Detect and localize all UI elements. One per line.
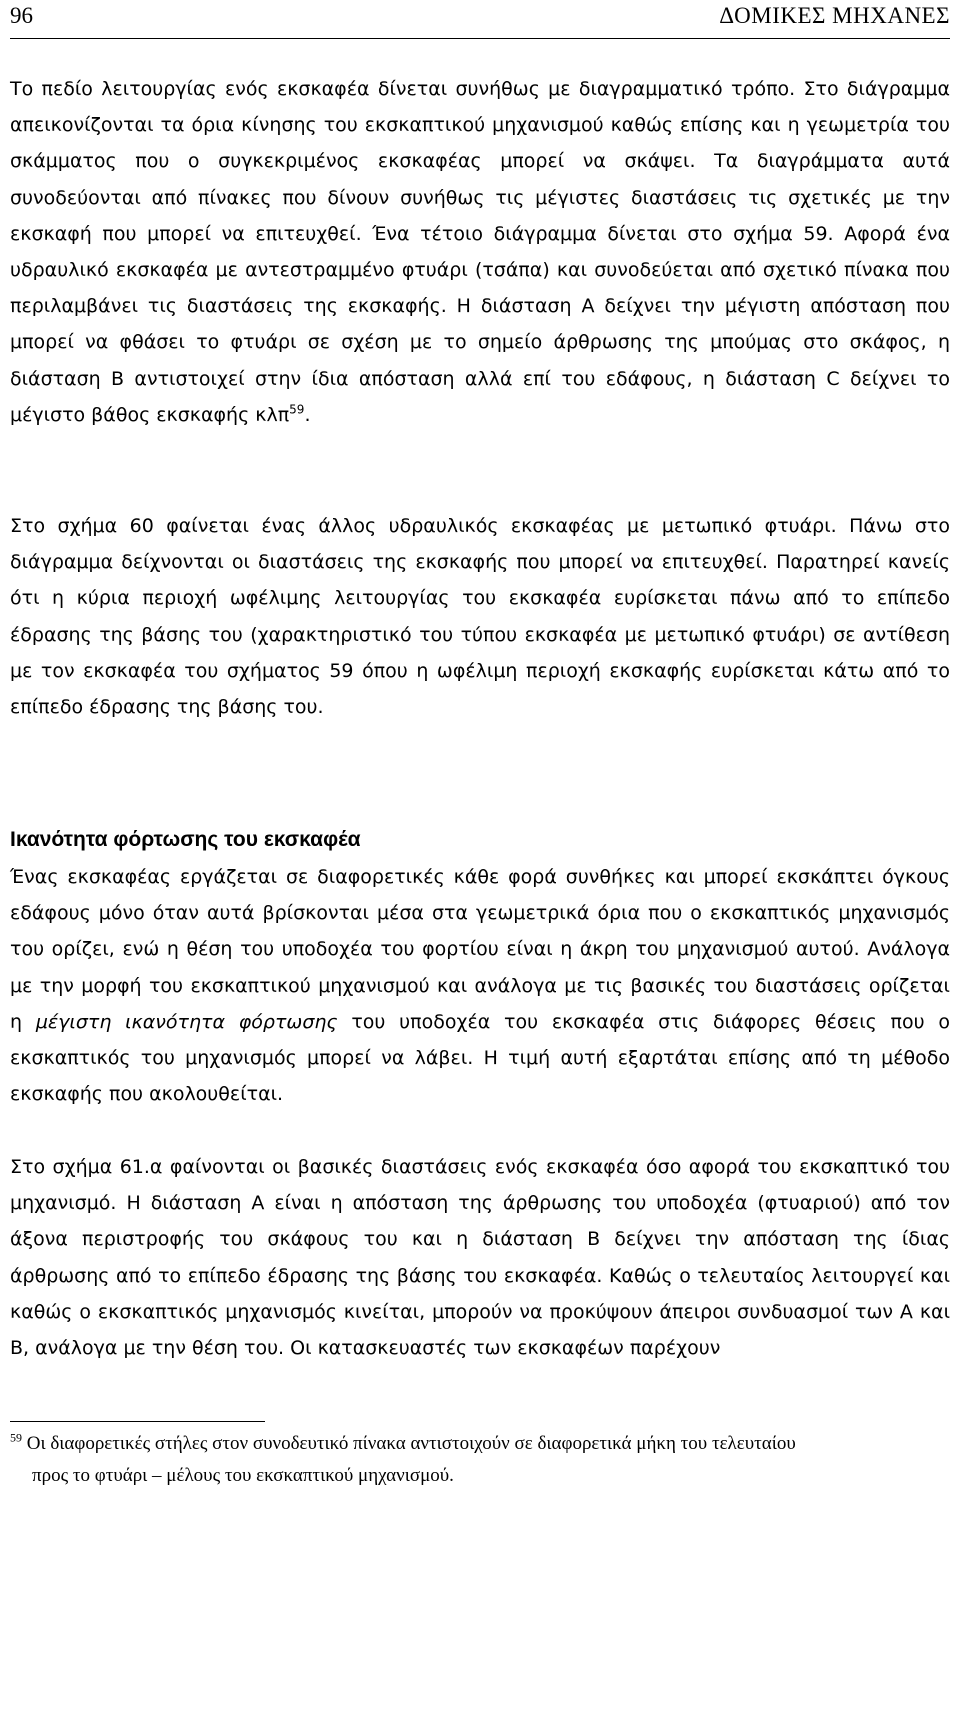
paragraph-basic-dimensions: Στο σχήμα 61.α φαίνονται οι βασικές διαστάσεις ενός εκσκαφέα όσο αφορά του εκσκαπτικό του μηχανισμό. Η διάσταση Α είναι η απόσταση της άρθρωσης του υποδοχέα (φτυαριού) από τον άξονα περιστροφής του σκάφους του και η διάσταση Β δείχνει την απόσταση της ίδιας άρθρωσης από το επίπεδο έδρασης της βάσης του εκσκαφέα. Καθώς ο τελευταίος λειτουργεί και καθώς ο εκσκαπτικός μηχανισμός κινείται, μπορούν να προκύψουν άπειροι συνδυασμοί των Α και Β, ανάλογα με την θέση του. Οι κατασκευαστές των εκσκαφέων παρέχουν <box>10 1156 950 1360</box>
footnote <box>10 1428 940 1492</box>
page-number: 96 <box>10 3 33 28</box>
footnote-separator <box>10 1421 265 1422</box>
footnote-line-1: Οι διαφορετικές στήλες στον συνοδευτικό πίνακα αντιστοιχούν σε διαφορετικά μήκη του τελευταίου <box>26 1433 796 1454</box>
page-header <box>10 0 950 39</box>
paragraph-excavator-diagrams <box>10 71 950 433</box>
paragraph-text: Το πεδίο λειτουργίας ενός εκσκαφέα δίνεται συνήθως με διαγραμματικό τρόπο. Στο διάγραμμα απεικονίζονται τα όρια κίνησης του εκσκαπτικού μηχανισμού καθώς επίσης και η γεωμετρία του σκάμματος που ο συγκεκριμένος εκσκαφέας μπορεί να σκάψει. Τα διαγράμματα αυτά συνοδεύονται από πίνακες που δίνουν συνήθως τις μέγιστες διαστάσεις τις σχετικές με την εκσκαφή που μπορεί να επιτευχθεί. Ένα τέτοιο διάγραμμα δίνεται στο σχήμα 59. Αφορά ένα υδραυλικό εκσκαφέα με αντεστραμμένο φτυάρι (τσάπα) και συνοδεύεται από σχετικό πίνακα που περιλαμβάνει τις διαστάσεις της εκσκαφής. Η διάσταση Α δείχνει την μέγιστη απόσταση που μπορεί να φθάσει το φτυάρι σε σχέση με το σημείο άρθρωσης της μπούμας στο σκάφος, η διάσταση Β αντιστοιχεί στην ίδια απόσταση αλλά επί του εδάφους, η διάσταση C δείχνει το μέγιστο βάθος εκσκαφής κλπ <box>10 78 950 426</box>
footnote-number: 59 <box>10 1430 22 1445</box>
paragraph-loading-capacity <box>10 859 950 1112</box>
paragraph-text: Ένας εκσκαφέας εργάζεται σε διαφορετικές κάθε φορά συνθήκες και μπορεί εκσκάπτει όγκους εδάφους μόνο όταν αυτά βρίσκονται μέσα στα γεωμετρικά όρια που ο εκσκαπτικός μηχανισμός του ορίζει, ενώ η θέση του υποδοχέα του φορτίου είναι η άκρη του μηχανισμού αυτού. Ανάλογα με την μορφή του εκσκαπτικού μηχανισμού και ανάλογα με τις βασικές του διαστάσεις ορίζεται η <box>10 866 950 1033</box>
footnote-reference: 59 <box>289 402 305 417</box>
paragraph-text-end: . <box>304 403 311 426</box>
footnote-line-2: προς το φτυάρι – μέλους του εκσκαπτικού μηχανισμού. <box>32 1465 454 1486</box>
running-title: ΔΟΜΙΚΕΣ ΜΗΧΑΝΕΣ <box>719 3 950 28</box>
emphasized-term: μέγιστη ικανότητα φόρτωσης <box>35 1010 338 1033</box>
section-heading: Ικανότητα φόρτωσης του εκσκαφέα <box>10 828 361 851</box>
paragraph-front-shovel: Στο σχήμα 60 φαίνεται ένας άλλος υδραυλικός εκσκαφέας με μετωπικό φτυάρι. Πάνω στο διάγραμμα δείχνονται οι διαστάσεις της εκσκαφής που μπορεί να επιτευχθεί. Παρατηρεί κανείς ότι η κύρια περιοχή ωφέλιμης λειτουργίας του εκσκαφέα ευρίσκεται πάνω από το επίπεδο έδρασης της βάσης του (χαρακτηριστικό του τύπου εκσκαφέα με μετωπικό φτυάρι) σε αντίθεση με τον εκσκαφέα του σχήματος 59 όπου η ωφέλιμη περιοχή εκσκαφής ευρίσκεται κάτω από το επίπεδο έδρασης της βάσης του. <box>10 515 950 719</box>
paragraph-text-end: του υποδοχέα του εκσκαφέα στις διάφορες θέσεις που ο εκσκαπτικός του μηχανισμός μπορεί να λάβει. Η τιμή αυτή εξαρτάται επίσης από τη μέθοδο εκσκαφής που ακολουθείται. <box>10 1010 950 1106</box>
